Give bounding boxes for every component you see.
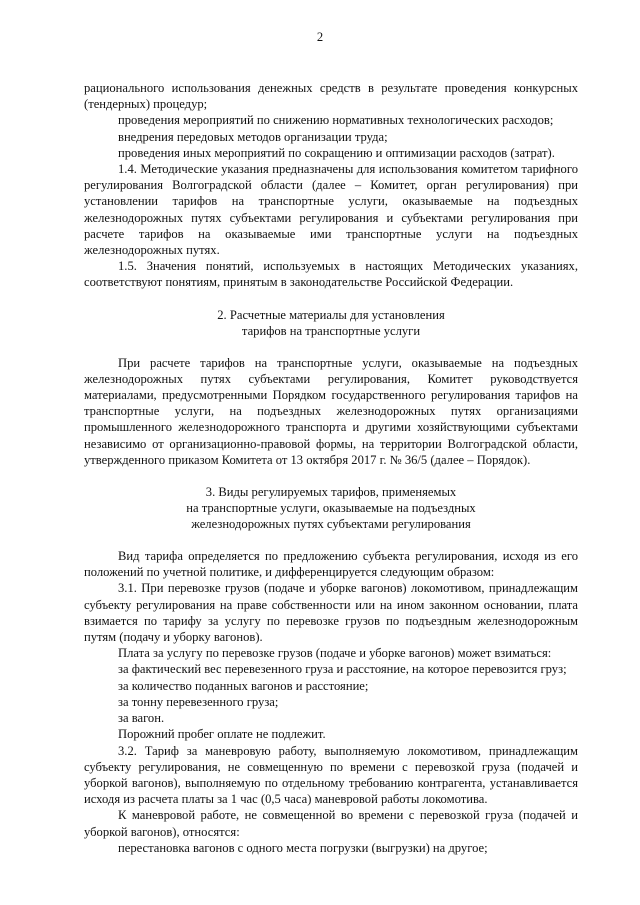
paragraph: рационального использования денежных средств в результате проведения конкурсных (тендерных) процедур; xyxy=(84,81,578,112)
paragraph: за фактический вес перевезенного груза и расстояние, на которое перевозится груз; xyxy=(118,662,567,677)
paragraph: за вагон. xyxy=(118,711,165,726)
section-heading-line: 3. Виды регулируемых тарифов, применяемых xyxy=(205,485,457,500)
paragraph: перестановка вагонов с одного места погрузки (выгрузки) на другое; xyxy=(118,840,488,855)
paragraph: Вид тарифа определяется по предложению субъекта регулирования, исходя из его положений по учетной политике, и дифференцируется следующим образом: xyxy=(84,549,578,580)
paragraph: Порожний пробег оплате не подлежит. xyxy=(118,727,326,742)
paragraph: внедрения передовых методов организации труда; xyxy=(118,129,388,144)
document-body xyxy=(84,80,578,856)
paragraph: 3.2. Тариф за маневровую работу, выполняемую локомотивом, принадлежащим субъекту регулирования, не совмещенную по времени с перевозкой груза (подачей и уборкой вагонов), выполняемую по отдельному требованию контрагента, устанавливается исходя из расчета платы за 1 час (0,5 часа) маневровой работы локомотива. xyxy=(84,743,578,807)
section-heading-line: железнодорожных путях субъектами регулирования xyxy=(191,517,471,532)
paragraph: 1.4. Методические указания предназначены для использования комитетом тарифного регулирования Волгоградской области (далее – Комитет, орган регулирования) при установлении тарифов на транспортные услуги, оказываемые на подъездных железнодорожных путях субъектами регулирования и субъектами регулирования при расчете тарифов на оказываемые ими транспортные услуги на подъездных железнодорожных путях. xyxy=(84,162,578,258)
paragraph: К маневровой работе, не совмещенной во времени с перевозкой груза (подачей и уборкой вагонов), относятся: xyxy=(84,808,578,839)
page-number: 2 xyxy=(316,30,324,44)
paragraph: 1.5. Значения понятий, используемых в настоящих Методических указаниях, соответствуют понятиям, принятым в законодательстве Российской Федерации. xyxy=(84,259,578,290)
paragraph: за тонну перевезенного груза; xyxy=(118,694,279,709)
paragraph: за количество поданных вагонов и расстояние; xyxy=(118,678,369,693)
paragraph: Плата за услугу по перевозке грузов (подаче и уборке вагонов) может взиматься: xyxy=(118,646,552,661)
paragraph: 3.1. При перевозке грузов (подаче и уборке вагонов) локомотивом, принадлежащим субъекту регулирования на праве собственности или на ином законном основании, плата взимается по тарифу за услугу по перевозке грузов по подъездным железнодорожным путям (подачу и уборку вагонов). xyxy=(84,581,578,645)
paragraph: проведения иных мероприятий по сокращению и оптимизации расходов (затрат). xyxy=(118,145,555,160)
section-heading-line: тарифов на транспортные услуги xyxy=(241,323,421,338)
section-heading-line: 2. Расчетные материалы для установления xyxy=(217,307,445,322)
paragraph: При расчете тарифов на транспортные услуги, оказываемые на подъездных железнодорожных путях субъектами регулирования, Комитет руководствуется материалами, предусмотренными Порядком государственного регулирования тарифов на транспортные услуги, на подъездных железнодорожных путях организациями промышленного железнодорожного транспорта и другими хозяйствующими субъектами независимо от организационно-правовой формы, на территории Волгоградской области, утвержденного приказом Комитета от 13 октября 2017 г. № 36/5 (далее – Порядок). xyxy=(84,355,578,467)
section-heading-line: на транспортные услуги, оказываемые на подъездных xyxy=(186,501,476,516)
paragraph: проведения мероприятий по снижению нормативных технологических расходов; xyxy=(118,113,554,128)
